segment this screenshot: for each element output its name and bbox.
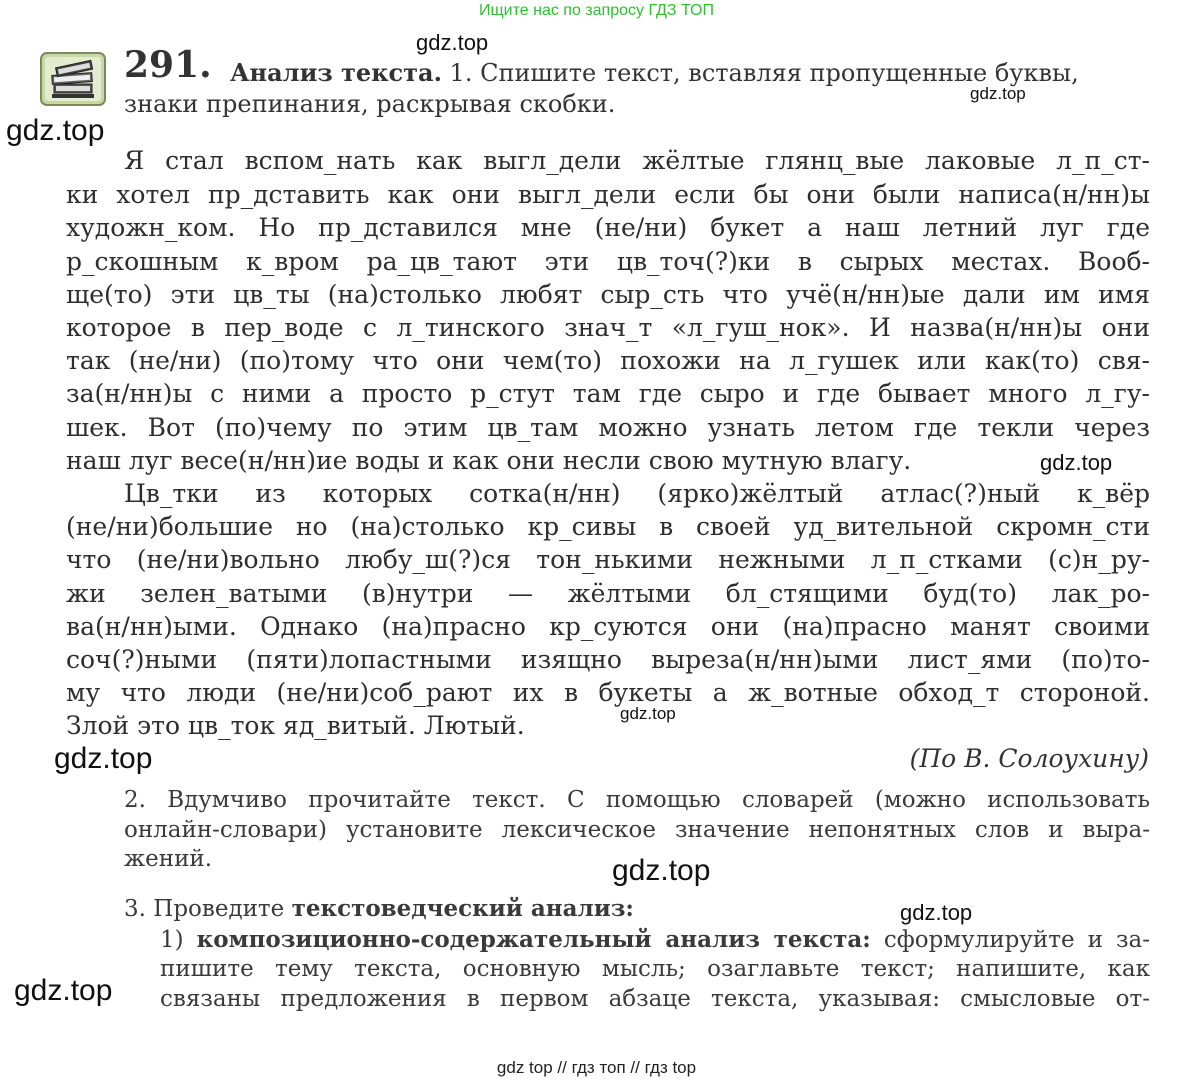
text-line: му что люди (не/ни)соб_рают их в букеты а ж_вотные обход_т стороной. bbox=[66, 678, 1150, 707]
top-banner[interactable]: Ищите нас по запросу ГДЗ ТОП bbox=[479, 2, 714, 19]
exercise-title: Анализ текста. bbox=[230, 58, 442, 87]
watermark: gdz.top bbox=[14, 974, 113, 1007]
watermark: gdz.top bbox=[1040, 450, 1113, 475]
text-line: ки хотел пр_дставить как они выгл_дели если бы они были написа(н/нн)ы bbox=[66, 180, 1150, 209]
text-line: р_скошным к_вром ра_цв_тают эти цв_точ(?)ки в сырых местах. Вооб- bbox=[66, 247, 1150, 276]
task2-line: онлайн-словари) установите лексическое значение непонятных слов и выра- bbox=[124, 817, 1150, 843]
text-line: ва(н/нн)ыми. Однако (на)прасно кр_суются они (на)прасно манят своими bbox=[66, 612, 1150, 641]
books-icon bbox=[40, 52, 106, 106]
exercise-number: 291. bbox=[124, 44, 212, 86]
task1-text: 1. Спишите текст, вставляя пропущенные буквы, bbox=[441, 59, 1079, 87]
text-line: (не/ни)большие но (на)столько кр_сивы в своей уд_вительной скромн_сти bbox=[66, 512, 1150, 541]
text-line: за(н/нн)ы с ними а просто р_стут там где сыро и где бывает много л_гу- bbox=[66, 379, 1150, 408]
text-line: что (не/ни)вольно любу_ш(?)ся тон_нькими нежными л_п_стками (с)н_ру- bbox=[66, 545, 1150, 574]
watermark: gdz.top bbox=[612, 854, 711, 887]
watermark: gdz.top bbox=[416, 30, 489, 55]
exercise-header bbox=[230, 58, 1079, 87]
watermark: gdz.top bbox=[970, 84, 1026, 103]
task3-bold: текстоведческий анализ: bbox=[291, 895, 634, 922]
text-line: ще(то) эти цв_ты (на)столько любят сыр_сть что учё(н/нн)ые дали им имя bbox=[66, 280, 1150, 309]
text-line: Я стал вспом_нать как выгл_дели жёлтые глянц_вые лаковые л_п_ст- bbox=[124, 146, 1150, 175]
task2-line: 2. Вдумчиво прочитайте текст. С помощью словарей (можно использовать bbox=[124, 787, 1150, 813]
text-line: соч(?)ными (пяти)лопастными изящно выреза(н/нн)ыми лист_ями (по)то- bbox=[66, 645, 1150, 674]
task1-text-line2: знаки препинания, раскрывая скобки. bbox=[124, 90, 616, 118]
text-line: Злой это цв_ток яд_витый. Лютый. bbox=[66, 711, 525, 740]
watermark: gdz.top bbox=[6, 114, 105, 147]
text-line: жи зелен_ватыми (в)нутри — жёлтыми бл_стящими буд(то) лак_ро- bbox=[66, 579, 1150, 608]
watermark: gdz.top bbox=[900, 900, 973, 925]
text-line: художн_ком. Но пр_дставился мне (не/ни) букет а наш летний луг где bbox=[66, 213, 1150, 242]
text-line: наш луг весе(н/нн)ие воды и как они несли свою мутную влагу. bbox=[66, 446, 912, 475]
task3-heading: 3. Проведите текстоведческий анализ: bbox=[124, 895, 634, 922]
text-line: так (не/ни) (по)тому что они чем(то) похожи на л_гушек или как(то) свя- bbox=[66, 346, 1150, 375]
text-line: которое в пер_воде с л_тинского знач_т «л_гуш_нок». И назва(н/нн)ы они bbox=[66, 313, 1150, 342]
author-attribution: (По В. Солоухину) bbox=[909, 744, 1149, 773]
watermark: gdz.top bbox=[54, 742, 153, 775]
task3-line: связаны предложения в первом абзаце текста, указывая: смысловые от- bbox=[160, 986, 1150, 1012]
text-line: Цв_тки из которых сотка(н/нн) (ярко)жёлтый атлас(?)ный к_вёр bbox=[124, 479, 1150, 508]
task2-line: жений. bbox=[124, 846, 213, 872]
task3-line: пишите тему текста, основную мысль; озаглавьте текст; напишите, как bbox=[160, 956, 1150, 982]
watermark: gdz.top bbox=[620, 704, 676, 723]
bottom-banner[interactable]: gdz top // гдз топ // гдз top bbox=[496, 1058, 697, 1077]
text-line: шек. Вот (по)чему по этим цв_там можно узнать летом где текли через bbox=[66, 413, 1150, 442]
task3-sub1: 1) композиционно-содержательный анализ текста: сформулируйте и за- bbox=[160, 926, 1150, 953]
